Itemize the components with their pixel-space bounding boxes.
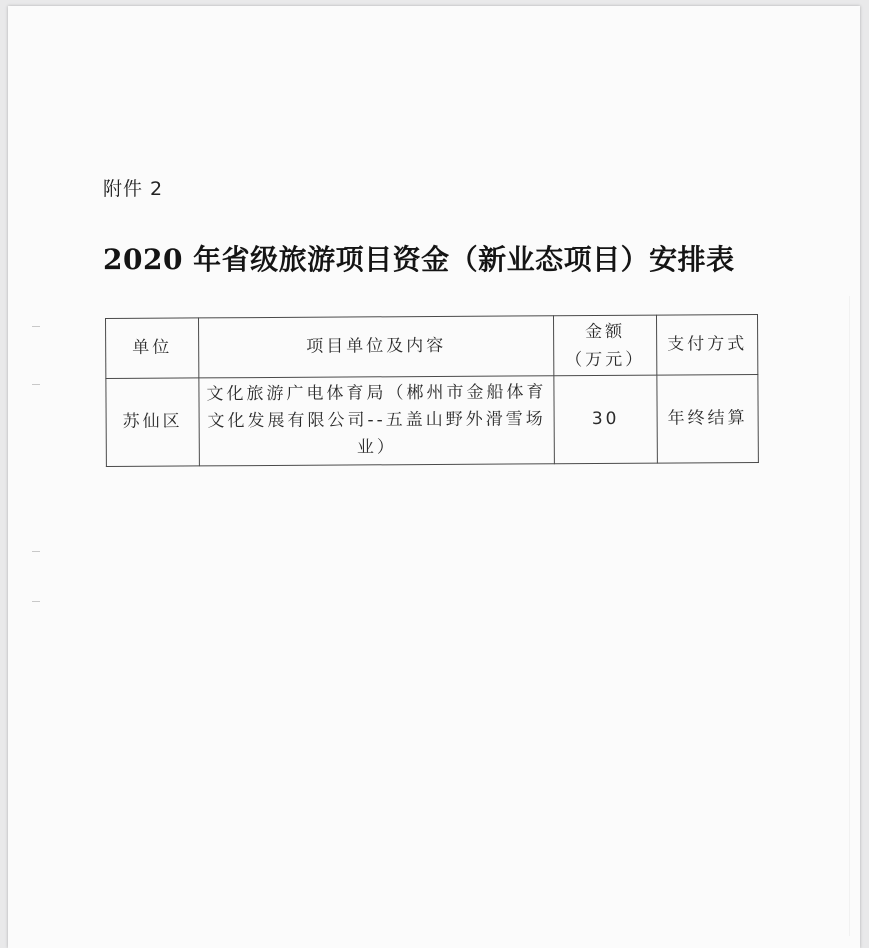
allocation-table bbox=[105, 314, 759, 467]
scan-mark bbox=[32, 601, 40, 602]
attachment-label: 附件 2 bbox=[103, 178, 164, 200]
table-header-row bbox=[106, 315, 758, 379]
table-row bbox=[106, 375, 759, 467]
header-unit: 单位 bbox=[106, 318, 199, 379]
allocation-table-wrapper bbox=[105, 314, 759, 467]
header-amount bbox=[553, 315, 656, 376]
scan-mark bbox=[32, 384, 40, 385]
header-amount-line1: 金额 bbox=[585, 321, 626, 342]
cell-content: 文化旅游广电体育局（郴州市金船体育文化发展有限公司--五盖山野外滑雪场业） bbox=[199, 376, 555, 466]
scan-mark bbox=[32, 326, 40, 327]
cell-amount: 30 bbox=[554, 375, 658, 464]
scan-mark bbox=[32, 551, 40, 552]
header-content: 项目单位及内容 bbox=[199, 316, 554, 378]
document-page bbox=[8, 6, 860, 948]
scan-edge bbox=[849, 296, 850, 936]
cell-unit: 苏仙区 bbox=[106, 378, 200, 467]
header-payment: 支付方式 bbox=[656, 315, 757, 376]
cell-payment: 年终结算 bbox=[657, 375, 759, 464]
document-title: 2020 年省级旅游项目资金（新业态项目）安排表 bbox=[103, 243, 735, 276]
header-amount-line2: （万元） bbox=[565, 349, 646, 370]
